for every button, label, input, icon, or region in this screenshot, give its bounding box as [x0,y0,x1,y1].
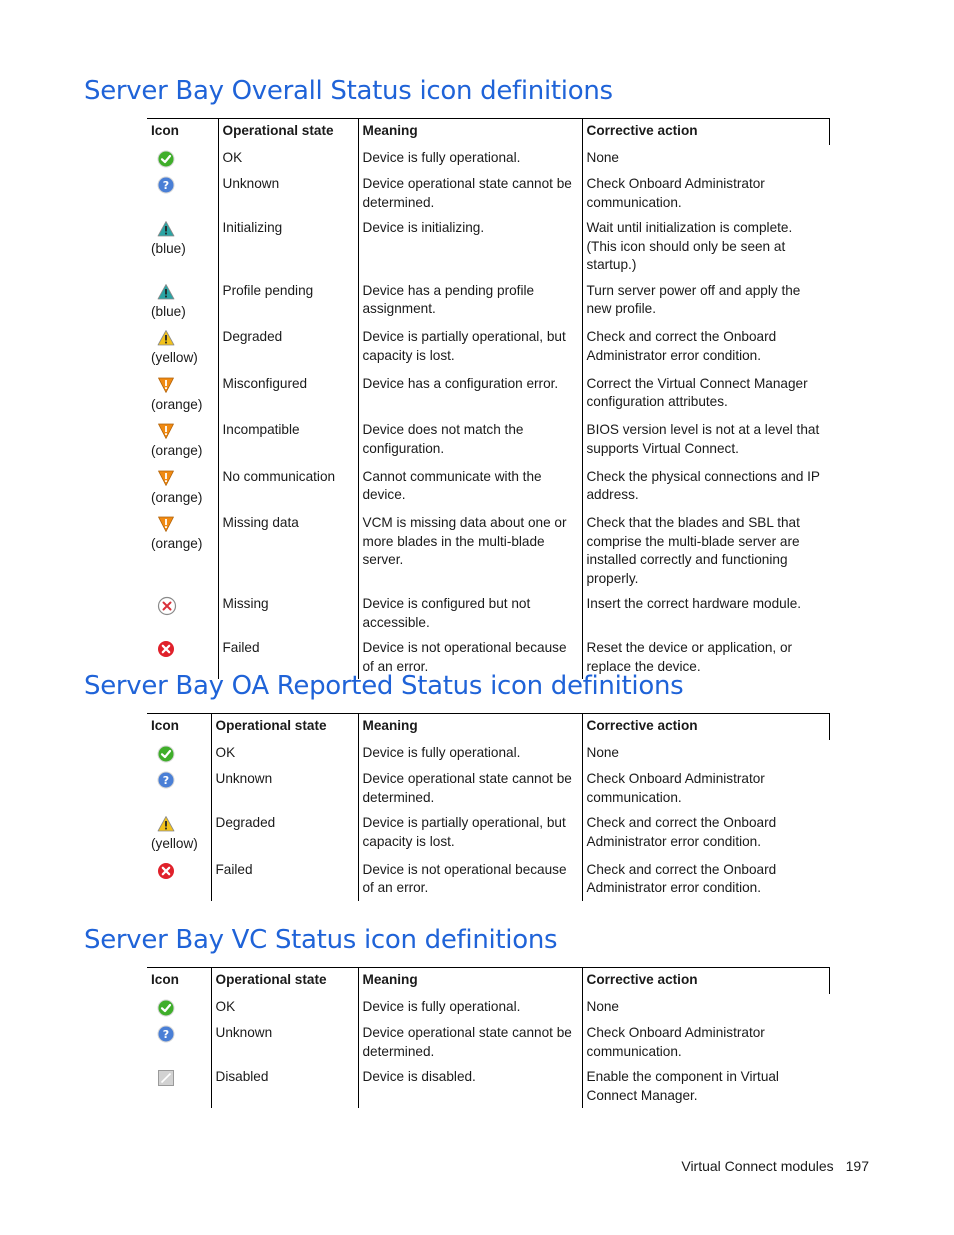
warning-orange-icon [151,375,214,394]
operational-state-cell: OK [218,145,358,171]
table-row [147,994,829,1020]
icon-color-note: (yellow) [151,836,198,851]
table-row [147,464,829,511]
icon-color-note: (orange) [151,536,203,551]
section-title-vc-status: Server Bay VC Status icon definitions [84,925,558,955]
table-row [147,215,829,278]
overall-status-table [147,118,830,679]
meaning-cell: Device does not match the configuration. [358,417,582,464]
table-row [147,278,829,325]
warning-blue-icon [151,282,214,301]
table-row [147,1020,829,1064]
warning-blue-icon [151,219,214,238]
corrective-action-cell: Check the physical connections and IP address. [582,464,829,511]
operational-state-cell: Initializing [218,215,358,278]
table-row [147,857,829,901]
col-header-icon: Icon [147,119,218,146]
vc-status-table [147,967,830,1108]
warning-orange-icon [151,514,214,533]
corrective-action-cell: Check Onboard Administrator communication. [582,766,829,810]
meaning-cell: Device is not operational because of an error. [358,857,582,901]
icon-color-note: (orange) [151,443,203,458]
table-row [147,810,829,857]
meaning-cell: VCM is missing data about one or more blades in the multi-blade server. [358,510,582,591]
table-row [147,591,829,635]
meaning-cell: Device is partially operational, but capacity is lost. [358,810,582,857]
ok-icon [151,149,214,168]
svg-text:?: ? [162,774,170,787]
icon-cell [147,417,218,464]
table-row [147,740,829,766]
corrective-action-cell: BIOS version level is not at a level that supports Virtual Connect. [582,417,829,464]
corrective-action-cell: None [582,145,829,171]
icon-cell [147,740,211,766]
meaning-cell: Device is fully operational. [358,994,582,1020]
operational-state-cell: Profile pending [218,278,358,325]
col-header-corrective-action: Corrective action [582,714,829,741]
col-header-meaning: Meaning [358,968,582,995]
svg-text:?: ? [162,1028,170,1041]
corrective-action-cell: Check and correct the Onboard Administrator error condition. [582,810,829,857]
warning-orange-icon [151,468,214,487]
operational-state-cell: Unknown [211,1020,358,1064]
corrective-action-cell: Check that the blades and SBL that comprise the multi-blade server are installed correctly and functioning properly. [582,510,829,591]
table-row [147,1064,829,1108]
corrective-action-cell: Check Onboard Administrator communication. [582,171,829,215]
corrective-action-cell: None [582,994,829,1020]
meaning-cell: Device is disabled. [358,1064,582,1108]
warning-orange-icon [151,421,214,440]
disabled-icon [151,1068,207,1087]
table-row [147,371,829,418]
operational-state-cell: Missing [218,591,358,635]
table-row [147,145,829,171]
icon-color-note: (yellow) [151,350,198,365]
failed-icon [151,639,214,658]
corrective-action-cell: Turn server power off and apply the new profile. [582,278,829,325]
section-title-oa-reported-status: Server Bay OA Reported Status icon definitions [84,671,684,701]
oa-reported-status-table [147,713,830,901]
operational-state-cell: OK [211,740,358,766]
meaning-cell: Device operational state cannot be determined. [358,1020,582,1064]
unknown-icon [151,175,214,194]
operational-state-cell: Failed [211,857,358,901]
icon-cell [147,371,218,418]
corrective-action-cell: Reset the device or application, or replace the device. [582,635,829,679]
col-header-corrective-action: Corrective action [582,119,829,146]
icon-color-note: (orange) [151,396,203,412]
operational-state-cell: Disabled [211,1064,358,1108]
icon-cell [147,171,218,215]
icon-cell [147,994,211,1020]
icon-color-note: (blue) [151,241,186,256]
icon-cell [147,810,211,857]
corrective-action-cell: Wait until initialization is complete. (This icon should only be seen at startup.) [582,215,829,278]
operational-state-cell: Missing data [218,510,358,591]
icon-cell [147,278,218,325]
table-header-row [147,119,829,146]
col-header-operational-state: Operational state [211,714,358,741]
meaning-cell: Device is fully operational. [358,145,582,171]
icon-color-note: (blue) [151,303,186,319]
meaning-cell: Device operational state cannot be determined. [358,171,582,215]
operational-state-cell: Degraded [211,810,358,857]
icon-cell [147,1020,211,1064]
corrective-action-cell: Check and correct the Onboard Administrator error condition. [582,857,829,901]
meaning-cell: Device is partially operational, but capacity is lost. [358,324,582,371]
svg-text:?: ? [162,179,170,192]
icon-cell [147,1064,211,1108]
table-row [147,417,829,464]
corrective-action-cell: Check Onboard Administrator communication. [582,1020,829,1064]
operational-state-cell: Misconfigured [218,371,358,418]
page-number: 197 [845,1158,869,1174]
meaning-cell: Device is initializing. [358,215,582,278]
corrective-action-cell: None [582,740,829,766]
footer-chapter: Virtual Connect modules [681,1158,834,1174]
icon-cell [147,145,218,171]
icon-cell [147,324,218,371]
operational-state-cell: Failed [218,635,358,679]
operational-state-cell: Degraded [218,324,358,371]
col-header-corrective-action: Corrective action [582,968,829,995]
icon-cell [147,857,211,901]
section-title-overall-status: Server Bay Overall Status icon definitions [84,76,613,106]
meaning-cell: Device operational state cannot be determined. [358,766,582,810]
page-footer [681,1158,869,1174]
operational-state-cell: Unknown [218,171,358,215]
table-row [147,510,829,591]
col-header-icon: Icon [147,968,211,995]
corrective-action-cell: Correct the Virtual Connect Manager configuration attributes. [582,371,829,418]
corrective-action-cell: Check and correct the Onboard Administrator error condition. [582,324,829,371]
col-header-icon: Icon [147,714,211,741]
unknown-icon [151,770,207,789]
warning-yellow-icon [151,328,214,347]
col-header-operational-state: Operational state [211,968,358,995]
icon-color-note: (orange) [151,489,203,505]
table-row [147,171,829,215]
col-header-operational-state: Operational state [218,119,358,146]
table-header-row [147,968,829,995]
ok-icon [151,998,207,1017]
table-row [147,324,829,371]
ok-icon [151,744,207,763]
corrective-action-cell: Enable the component in Virtual Connect Manager. [582,1064,829,1108]
warning-yellow-icon [151,814,207,833]
corrective-action-cell: Insert the correct hardware module. [582,591,829,635]
operational-state-cell: Incompatible [218,417,358,464]
failed-icon [151,861,207,880]
col-header-meaning: Meaning [358,119,582,146]
meaning-cell: Device is not operational because of an error. [358,635,582,679]
icon-cell [147,766,211,810]
icon-cell [147,591,218,635]
icon-cell [147,464,218,511]
missing-icon [151,595,214,614]
icon-cell [147,215,218,278]
table-header-row [147,714,829,741]
meaning-cell: Device is configured but not accessible. [358,591,582,635]
table-row [147,766,829,810]
col-header-meaning: Meaning [358,714,582,741]
meaning-cell: Device has a configuration error. [358,371,582,418]
meaning-cell: Device has a pending profile assignment. [358,278,582,325]
operational-state-cell: OK [211,994,358,1020]
meaning-cell: Cannot communicate with the device. [358,464,582,511]
icon-cell [147,510,218,591]
unknown-icon [151,1024,207,1043]
operational-state-cell: No communication [218,464,358,511]
operational-state-cell: Unknown [211,766,358,810]
meaning-cell: Device is fully operational. [358,740,582,766]
